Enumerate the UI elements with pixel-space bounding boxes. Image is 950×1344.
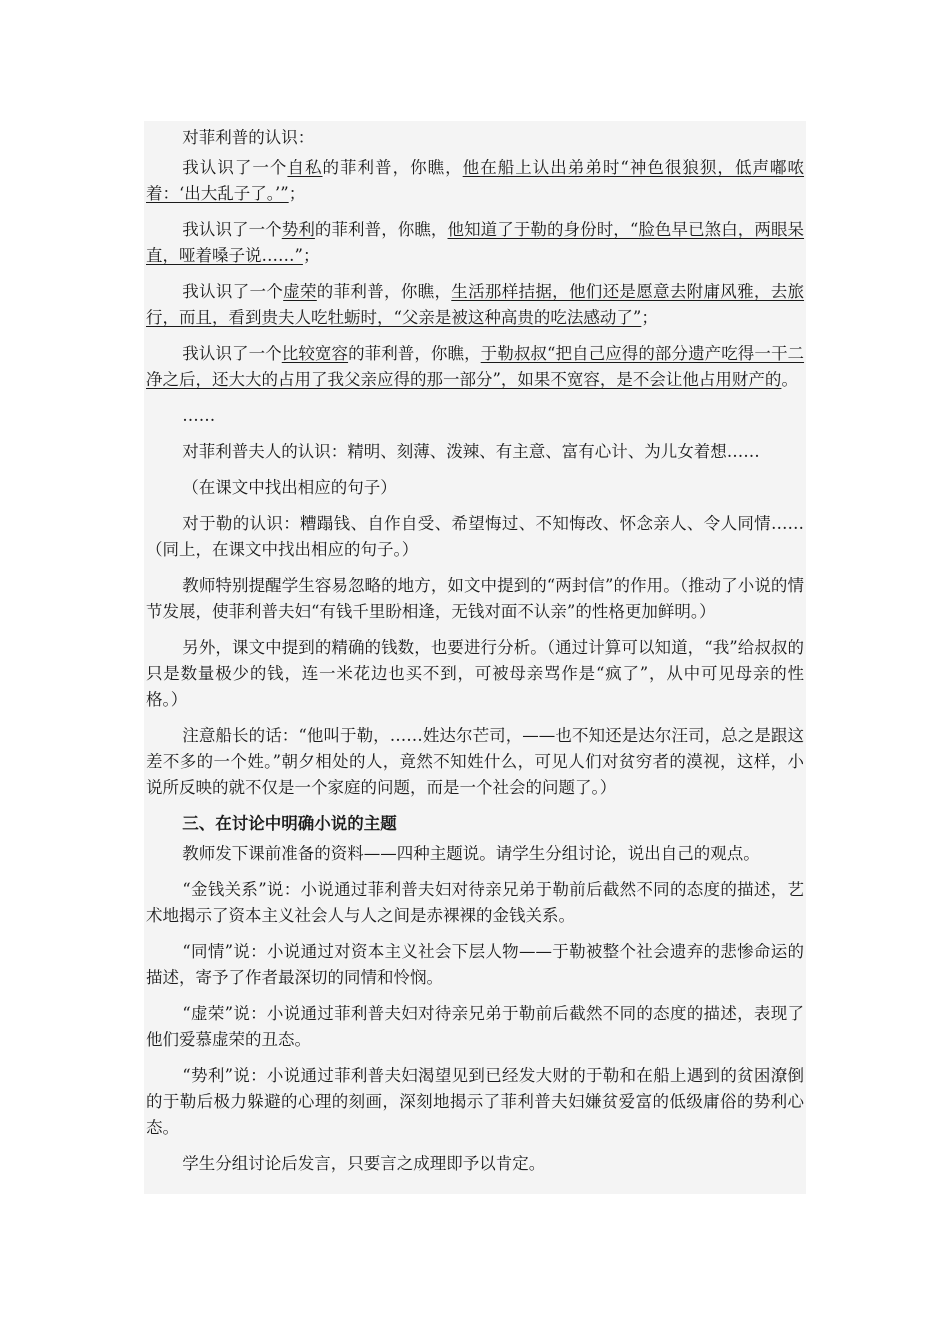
paragraph-selfish <box>146 155 804 207</box>
text: 。 <box>781 370 798 389</box>
paragraph-discussion: 学生分组讨论后发言，只要言之成理即予以肯定。 <box>182 1154 546 1173</box>
text: 的菲利普，你瞧， <box>314 220 448 239</box>
evidence-text: 他知道了于勒的身份时，“脸色早已煞白，两眼呆直，哑着嗓子说……” <box>146 220 805 265</box>
trait-text: 比较宽容 <box>281 344 349 363</box>
paragraph-madame-philippe: 对菲利普夫人的认识：精明、刻薄、泼辣、有主意、富有心计、为儿女着想…… <box>182 442 760 461</box>
text: ； <box>302 246 320 265</box>
paragraph-vain <box>146 279 804 331</box>
paragraph-captain-words: 注意船长的话：“他叫于勒，……姓达尔芒司，——也不知还是达尔汪司，总之是跟这差不多的一个姓。”朝夕相处的人，竟然不知姓什么，可见人们对贫穷者的漠视，这样，小说所反映的就不仅是一个家庭的问题，而是一个社会的问题了。） <box>146 726 804 797</box>
paragraph-theme-sympathy: “同情”说：小说通过对资本主义社会下层人物——于勒被整个社会遗弃的悲惨命运的描述，寄予了作者最深切的同情和怜悯。 <box>146 942 804 987</box>
paragraph-theme-money: “金钱关系”说：小说通过菲利普夫妇对待亲兄弟于勒前后截然不同的态度的描述，艺术地揭示了资本主义社会人与人之间是赤裸裸的金钱关系。 <box>146 880 804 925</box>
paragraph-tolerant <box>146 341 804 393</box>
paragraph-money-amount: 另外，课文中提到的精确的钱数，也要进行分析。（通过计算可以知道，“我”给叔叔的只是数量极少的钱，连一米花边也买不到，可被母亲骂作是“疯了”，从中可见母亲的性格。） <box>146 638 804 709</box>
evidence-text: 于勒叔叔“把自己应得的部分遗产吃得一干二净之后，还大大的占用了我父亲应得的那一部分”，如果不宽容，是不会让他占用财产的 <box>146 344 805 389</box>
document-page <box>144 121 806 1194</box>
paragraph-theme-snobbery: “势利”说：小说通过菲利普夫妇渴望见到已经发大财的于勒和在船上遇到的贫困潦倒的于勒后极力躲避的心理的刻画，深刻地揭示了菲利普夫妇嫌贫爱富的低级庸俗的势利心态。 <box>146 1066 804 1137</box>
trait-text: 自私 <box>287 158 323 177</box>
text: ； <box>288 184 306 203</box>
text: 我认识了一个 <box>182 220 282 239</box>
text: 的菲利普，你瞧， <box>322 158 463 177</box>
text: 我认识了一个 <box>182 282 284 301</box>
paragraph-two-letters: 教师特别提醒学生容易忽略的地方，如文中提到的“两封信”的作用。（推动了小说的情节发展，使菲利普夫妇“有钱千里盼相逢，无钱对面不认亲”的性格更加鲜明。） <box>146 576 804 621</box>
paragraph-philippe-intro: 对菲利普的认识： <box>182 128 315 147</box>
paragraph-jules: 对于勒的认识：糟蹋钱、自作自受、希望悔过、不知悔改、怀念亲人、令人同情……（同上，在课文中找出相应的句子。） <box>146 514 804 559</box>
paragraph-find-sentences: （在课文中找出相应的句子） <box>182 478 397 497</box>
evidence-text: 他在船上认出弟弟时“神色很狼狈，低声嘟哝着：‘出大乱子了。’” <box>146 158 805 203</box>
text: 的菲利普，你瞧， <box>316 282 452 301</box>
text: ； <box>641 308 658 327</box>
evidence-text: 生活那样拮据，他们还是愿意去附庸风雅，去旅行，而且，看到贵夫人吃牡蛎时，“父亲是被这种高贵的吃法感动了” <box>146 282 805 327</box>
paragraph-snobbish <box>146 217 804 269</box>
paragraph-theme-vanity: “虚荣”说：小说通过菲利普夫妇对待亲兄弟于勒前后截然不同的态度的描述，表现了他们爱慕虚荣的丑态。 <box>146 1004 804 1049</box>
text: 的菲利普，你瞧， <box>348 344 481 363</box>
trait-text: 虚荣 <box>283 282 317 301</box>
paragraph-ellipsis: …… <box>182 406 216 425</box>
paragraph-four-themes: 教师发下课前准备的资料——四种主题说。请学生分组讨论，说出自己的观点。 <box>182 844 760 863</box>
text: 我认识了一个 <box>182 158 288 177</box>
text: 我认识了一个 <box>182 344 282 363</box>
section-heading-3: 三、在讨论中明确小说的主题 <box>182 814 397 833</box>
trait-text: 势利 <box>281 220 315 239</box>
